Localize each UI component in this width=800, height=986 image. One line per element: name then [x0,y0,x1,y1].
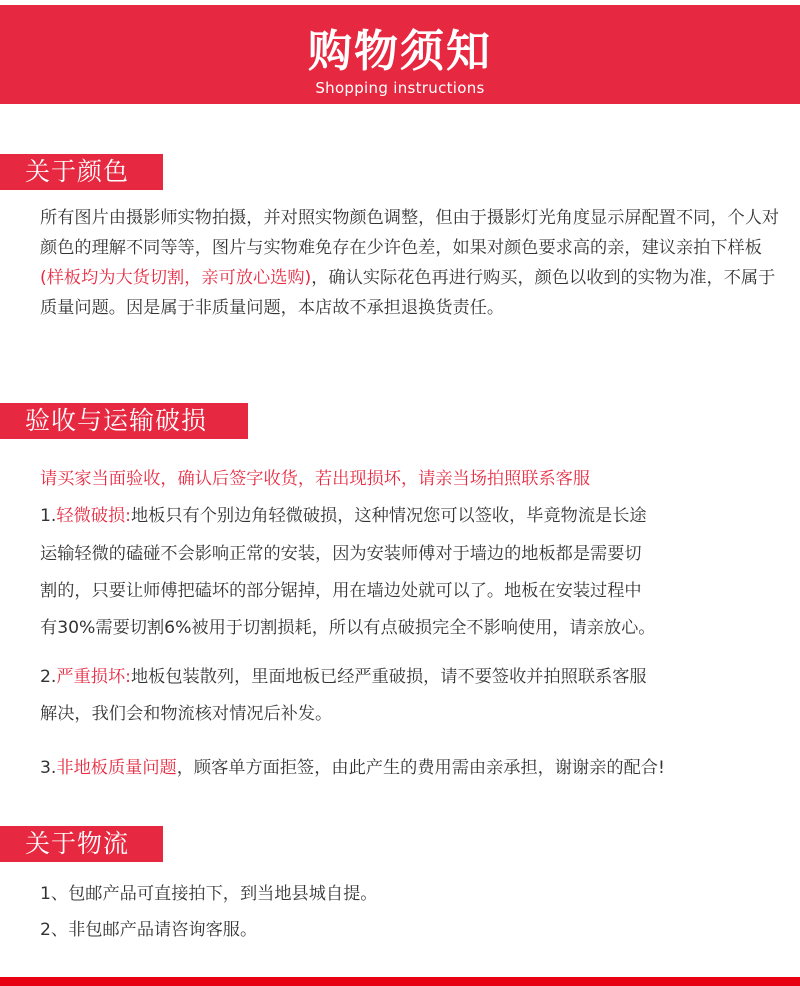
color-text-part1: 所有图片由摄影师实物拍摄，并对照实物颜色调整，但由于摄影灯光角度显示屏配置不同，个人对颜色的理解不同等等，图片与实物难免存在少许色差，如果对颜色要求高的亲，建议亲拍下样板 [40,208,780,258]
inspection-notice: 请买家当面验收，确认后签字收货，若出现损坏，请亲当场拍照联系客服 [40,469,591,489]
section-label-logistics: 关于物流 [0,826,163,862]
page-header-banner [0,5,800,104]
inspection-item-1-line-1 [40,501,647,526]
item-title: 严重损坏: [56,667,131,687]
item-text: 地板只有个别边角轻微破损，这种情况您可以签收，毕竟物流是长途 [130,506,647,526]
page-subtitle: Shopping instructions [315,79,485,97]
section-label-color: 关于颜色 [0,154,163,190]
section-label-inspection: 验收与运输破损 [0,403,248,439]
color-disclaimer-paragraph [40,203,780,323]
inspection-item-1-line-3: 割的，只要让师傅把磕坏的部分锯掉，用在墙边处就可以了。地板在安装过程中 [40,581,642,601]
item-number: 3. [40,758,57,778]
item-title: 非地板质量问题 [56,758,177,778]
item-title: 轻微破损: [56,506,131,526]
item-number: 1. [40,506,57,526]
item-text: 地板包装散列，里面地板已经严重破损，请不要签收并拍照联系客服 [130,667,647,687]
inspection-item-1-line-4: 有30%需要切割6%被用于切割损耗，所以有点破损完全不影响使用，请亲放心。 [40,618,656,638]
item-text: ，顾客单方面拒签，由此产生的费用需由亲承担，谢谢亲的配合! [176,758,665,778]
inspection-item-2-line-1 [40,662,647,687]
item-number: 2. [40,667,57,687]
logistics-item-1: 1、包邮产品可直接拍下，到当地县城自提。 [40,884,378,904]
color-text-part2: ，确认实际花色再进行购买，颜色以收到的实物为准，不属于质量问题。因是属于非质量问题，本店故不承担退换货责任。 [40,268,776,318]
page-title: 购物须知 [308,26,492,77]
inspection-item-1-line-2: 运输轻微的磕碰不会影响正常的安装，因为安装师傅对于墙边的地板都是需要切 [40,544,642,564]
logistics-item-2: 2、非包邮产品请咨询客服。 [40,920,258,940]
inspection-item-2-line-2: 解决，我们会和物流核对情况后补发。 [40,704,333,724]
inspection-item-3-line-1 [40,753,665,778]
color-text-highlight: (样板均为大货切割，亲可放心选购) [40,268,312,288]
bottom-divider-bar [0,977,800,986]
